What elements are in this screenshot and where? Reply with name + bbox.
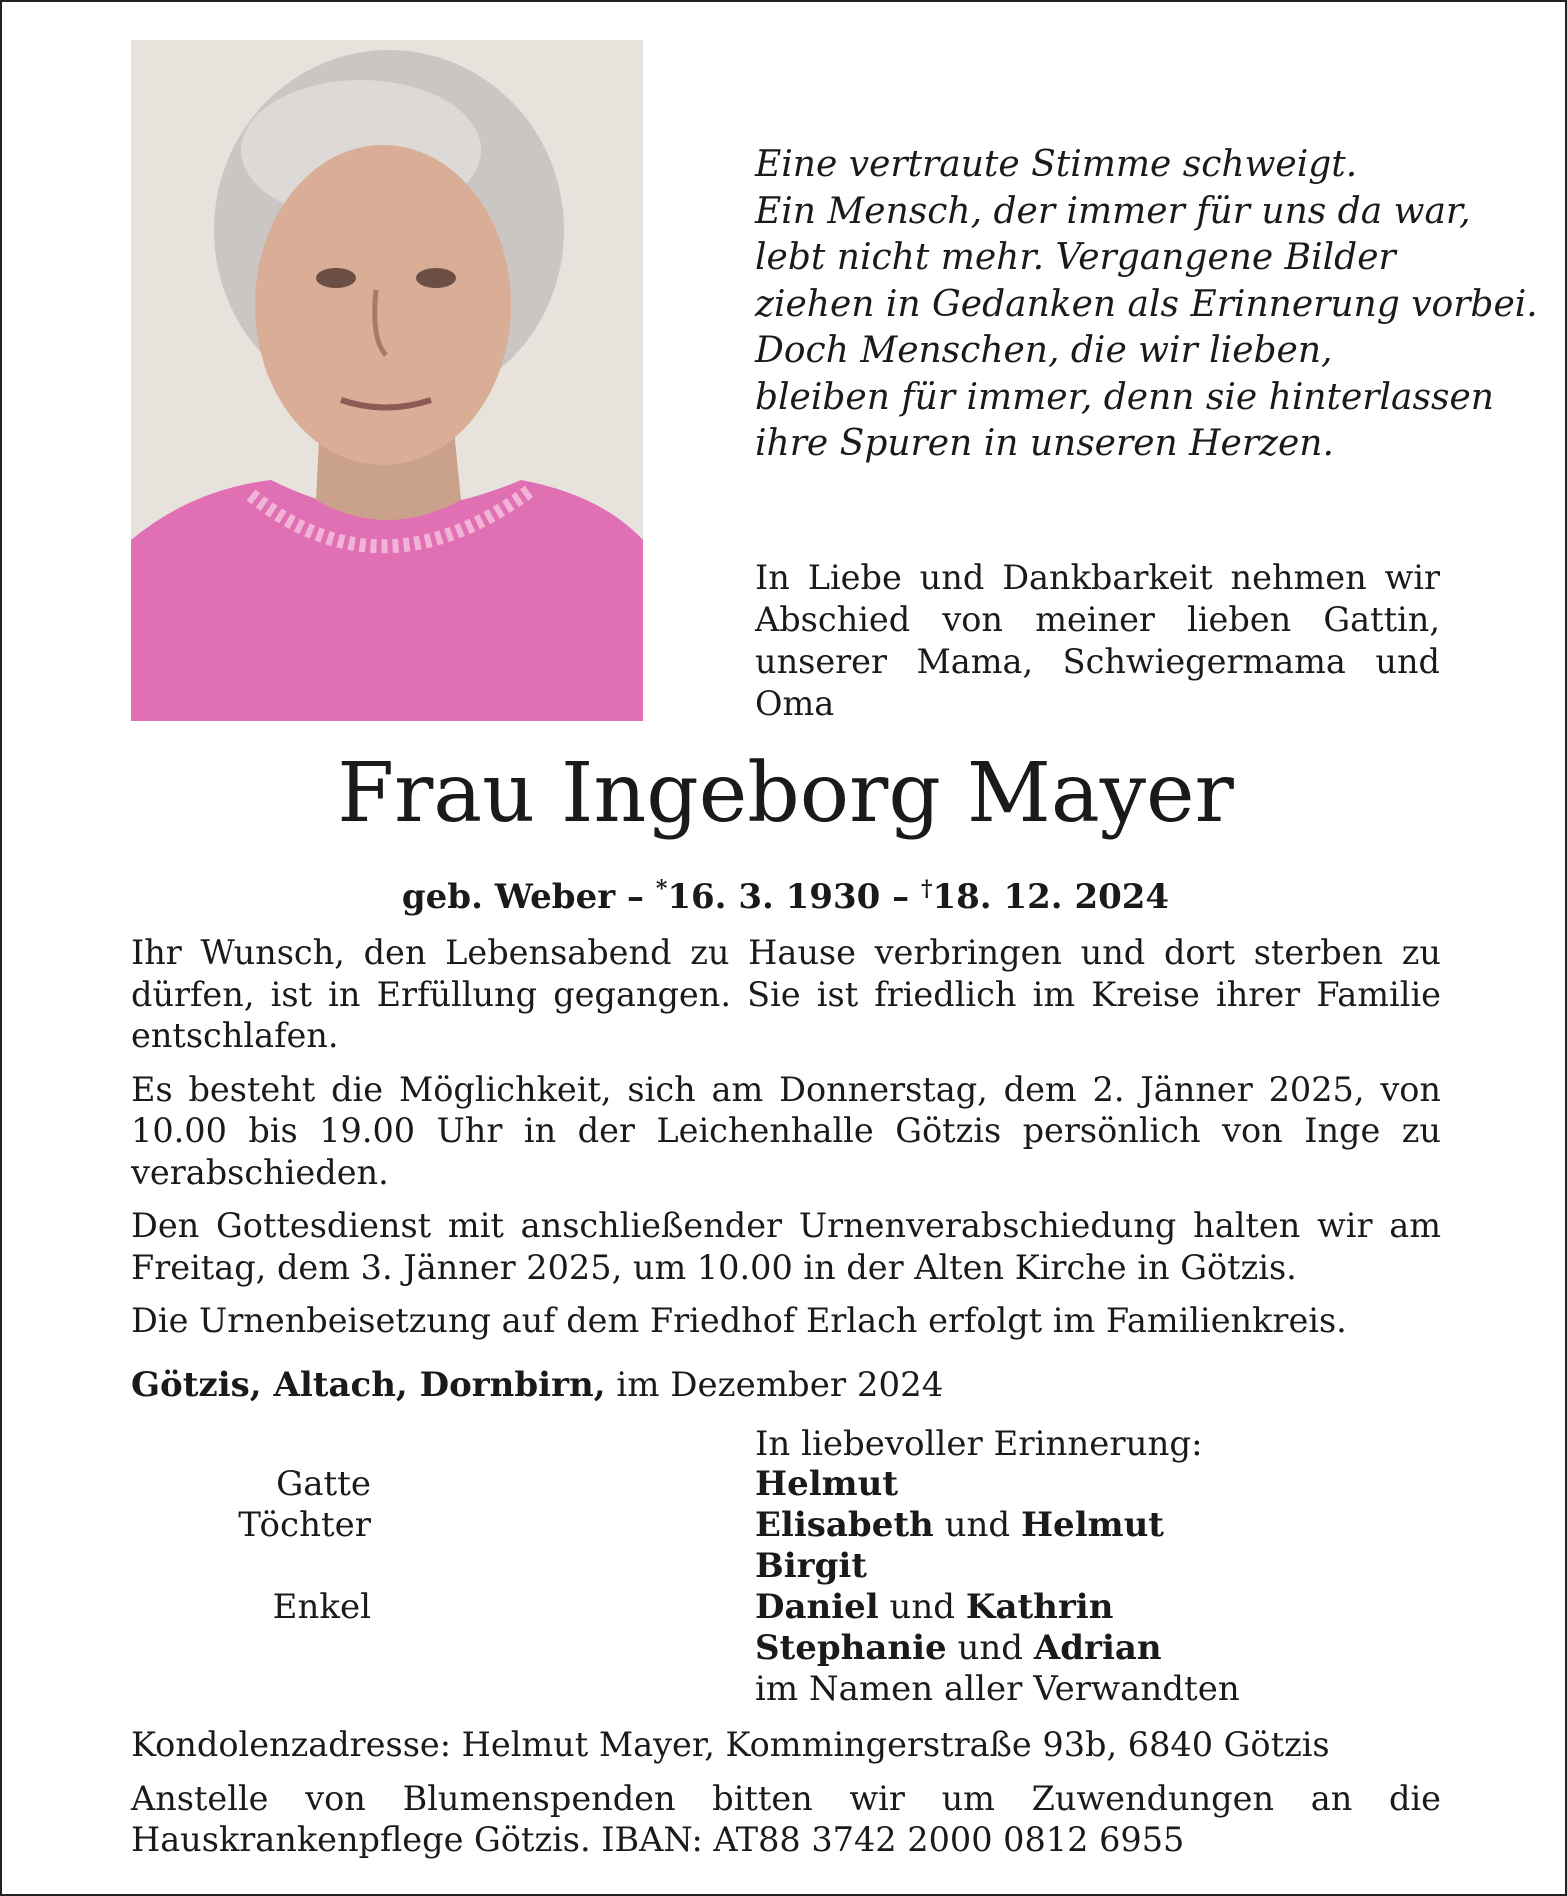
donation-note: Anstelle von Blumenspenden bitten wir um Zuwendungen an die Hauskrankenpflege Götzis. IBAN: AT88 3742 2000 0812 6955	[131, 1778, 1441, 1859]
birth-date: 16. 3. 1930	[667, 877, 881, 917]
towns: Götzis, Altach, Dornbirn,	[131, 1365, 606, 1405]
notice-date: im Dezember 2024	[616, 1365, 944, 1405]
poem-line: ziehen in Gedanken als Erinnerung vorbei.	[755, 283, 1538, 325]
poem-line: Ein Mensch, der immer für uns da war,	[755, 190, 1471, 232]
family-names: Elisabeth und Helmut	[755, 1505, 1165, 1545]
family-names: Daniel und Kathrin	[755, 1587, 1114, 1627]
family-names: Stephanie und Adrian	[755, 1628, 1162, 1668]
family-closing: im Namen aller Verwandten	[755, 1669, 1240, 1709]
family-role: Gatte	[276, 1464, 371, 1504]
body-text	[131, 932, 1441, 1354]
family-role: Enkel	[272, 1587, 371, 1627]
poem-line: Eine vertraute Stimme schweigt.	[755, 144, 1358, 185]
paragraph: Ihr Wunsch, den Lebensabend zu Hause verbringen und dort sterben zu dürfen, ist in Erfüllung gegangen. Sie ist friedlich im Kreise ihrer Familie entschlafen.	[131, 933, 1441, 1055]
death-symbol: †	[920, 876, 933, 902]
family-row	[131, 1505, 1431, 1546]
dash: –	[892, 877, 910, 917]
family-role: Töchter	[238, 1505, 371, 1545]
poem-line: lebt nicht mehr. Vergangene Bilder	[755, 237, 1396, 278]
family-row	[131, 1669, 1431, 1710]
paragraph: Es besteht die Möglichkeit, sich am Donnerstag, dem 2. Jänner 2025, von 10.00 bis 19.00 Uhr in der Leichenhalle Götzis persönlich von Inge zu verabschieden.	[131, 1069, 1441, 1192]
poem-line: bleiben für immer, denn sie hinterlassen	[755, 376, 1494, 418]
dash: –	[626, 877, 644, 917]
footer-text	[131, 1724, 1441, 1873]
family-row	[131, 1464, 1431, 1505]
death-date: 18. 12. 2024	[932, 877, 1170, 917]
maiden-name: geb. Weber	[401, 877, 616, 917]
life-dates	[2, 864, 1567, 922]
place-and-date	[131, 1362, 1431, 1408]
family-row	[131, 1546, 1431, 1587]
family-names: Birgit	[755, 1546, 867, 1586]
family-list	[131, 1464, 1431, 1710]
portrait-photo	[131, 40, 643, 721]
family-row	[131, 1628, 1431, 1669]
poem	[755, 142, 1538, 468]
family-row	[131, 1587, 1431, 1628]
family-names: Helmut	[755, 1464, 899, 1504]
intro-text: In Liebe und Dankbarkeit nehmen wir Abschied von meiner lieben Gattin, unserer Mama, Schwiegermama und Oma	[755, 558, 1440, 723]
deceased-name: Frau Ingeborg Mayer	[337, 746, 1234, 841]
condolence-address: Kondolenzadresse: Helmut Mayer, Kommingerstraße 93b, 6840 Götzis	[131, 1725, 1330, 1764]
memory-heading: In liebevoller Erinnerung:	[755, 1424, 1203, 1464]
poem-line: ihre Spuren in unseren Herzen.	[755, 423, 1334, 464]
birth-symbol: *	[655, 876, 668, 902]
paragraph: Die Urnenbeisetzung auf dem Friedhof Erlach erfolgt im Familienkreis.	[131, 1301, 1347, 1340]
paragraph: Den Gottesdienst mit anschließender Urnenverabschiedung halten wir am Freitag, dem 3. Jänner 2025, um 10.00 in der Alten Kirche in Götzis.	[131, 1206, 1441, 1287]
portrait-photo-icon	[131, 40, 643, 721]
poem-line: Doch Menschen, die wir lieben,	[755, 330, 1333, 371]
